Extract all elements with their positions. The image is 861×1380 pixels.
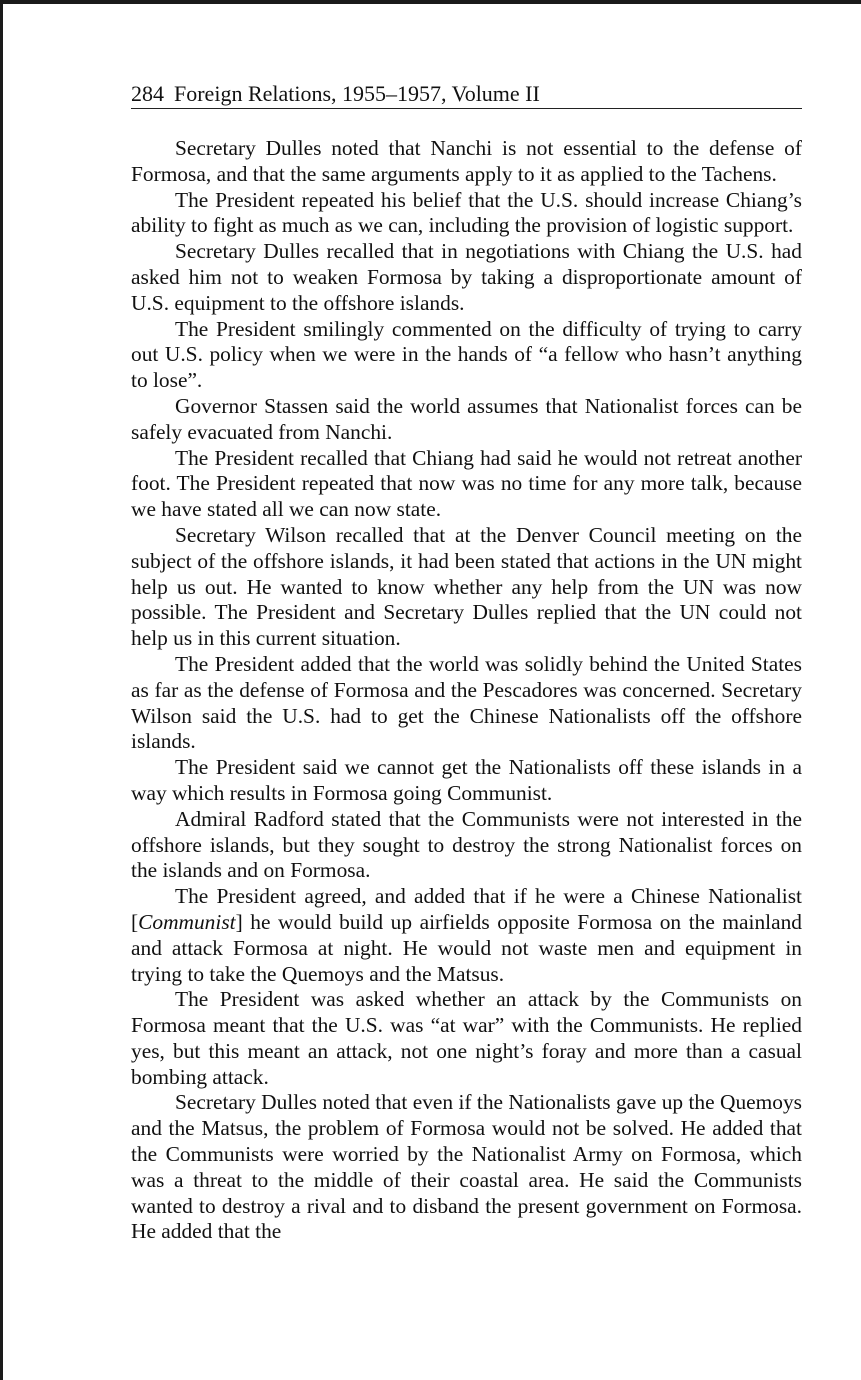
- paragraph: The President smilingly commented on the difficulty of trying to carry out U.S. policy when we were in the hands of “a fellow who hasn’t anything to lose”.: [131, 316, 802, 393]
- scan-top-border: [0, 0, 861, 4]
- paragraph: The President repeated his belief that the U.S. should increase Chiang’s ability to fight as much as we can, including the provision of logistic support.: [131, 187, 802, 238]
- paragraph-text: The President agreed, and added that if he were a Chinese Nationalist [: [131, 884, 802, 934]
- paragraph: The President was asked whether an attack by the Communists on Formosa meant that the U.S. was “at war” with the Communists. He replied yes, but this meant an attack, not one night’s foray and more than a casual bombing attack.: [131, 987, 802, 1089]
- paragraph: [131, 884, 802, 987]
- paragraph: The President recalled that Chiang had said he would not retreat another foot. The President repeated that now was no time for any more talk, because we have stated all we can now state.: [131, 445, 802, 522]
- paragraph: Admiral Radford stated that the Communists were not interested in the offshore islands, but they sought to destroy the strong Nationalist forces on the islands and on Formosa.: [131, 806, 802, 883]
- editorial-insertion: Communist: [138, 909, 236, 934]
- paragraph: Governor Stassen said the world assumes that Nationalist forces can be safely evacuated from Nanchi.: [131, 393, 802, 444]
- paragraph: The President said we cannot get the Nationalists off these islands in a way which results in Formosa going Communist.: [131, 755, 802, 805]
- scan-left-border: [0, 0, 3, 1380]
- paragraph-text: ] he would build up airfields opposite Formosa on the mainland and attack Formosa at night. He would not waste men and equipment in trying to take the Quemoys and the Matsus.: [131, 909, 802, 986]
- paragraph: Secretary Dulles noted that Nanchi is not essential to the defense of Formosa, and that the same arguments apply to it as applied to the Tachens.: [131, 136, 802, 186]
- paragraph: Secretary Dulles noted that even if the Nationalists gave up the Quemoys and the Matsus, the problem of Formosa would not be solved. He added that the Communists were worried by the Nationalist Army on Formosa, which was a threat to the middle of their coastal area. He said the Communists wanted to destroy a rival and to disband the present government on Formosa. He added that the: [131, 1090, 802, 1244]
- paragraph: The President added that the world was solidly behind the United States as far as the defense of Formosa and the Pescadores was concerned. Secretary Wilson said the U.S. had to get the Chinese Nationalists off the offshore islands.: [131, 651, 802, 754]
- page-number: 284: [131, 81, 164, 106]
- running-header: [131, 80, 802, 109]
- page-body: [131, 136, 802, 1245]
- paragraph: Secretary Wilson recalled that at the Denver Council meeting on the subject of the offshore islands, it had been stated that actions in the UN might help us out. He wanted to know whether any help from the UN was now possible. The President and Secretary Dulles replied that the UN could not help us in this current situation.: [131, 522, 802, 651]
- running-title: Foreign Relations, 1955–1957, Volume II: [174, 81, 540, 106]
- paragraph: Secretary Dulles recalled that in negotiations with Chiang the U.S. had asked him not to weaken Formosa by taking a disproportionate amount of U.S. equipment to the offshore islands.: [131, 239, 802, 315]
